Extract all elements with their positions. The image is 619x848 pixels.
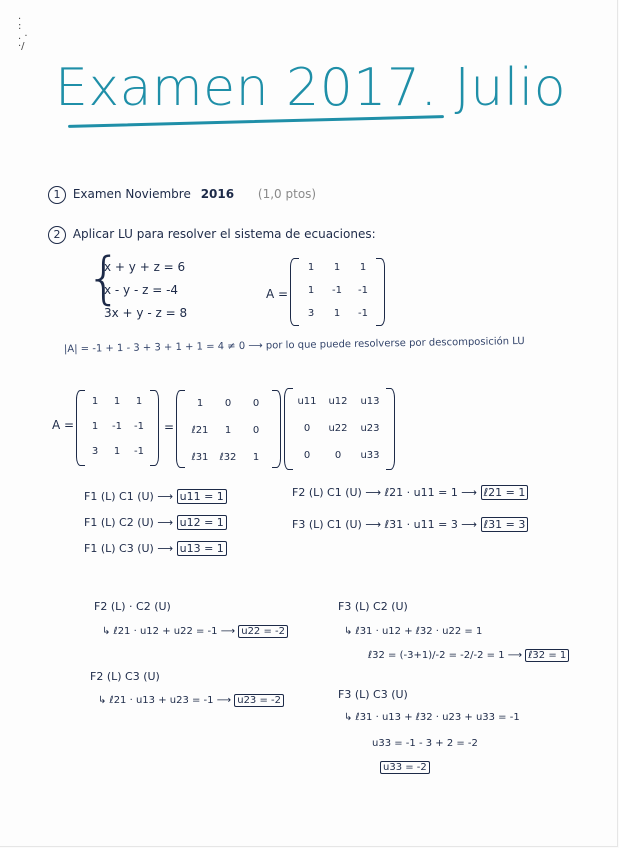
matrix-a-cell: 1 [307, 285, 315, 296]
matrix-a-right-bracket [376, 258, 385, 326]
block-c-line-1: ↳ ℓ31 · u12 + ℓ32 · u22 = 1 [344, 626, 483, 637]
matrix-a-cell: 1 [307, 262, 315, 273]
matrix-l-cell: 0 [252, 425, 260, 436]
block-b-line-text: ↳ ℓ21 · u13 + u23 = -1 ⟶ [98, 695, 232, 706]
matrix-a [298, 262, 376, 319]
step-right-2 [292, 518, 528, 531]
matrix-a2-right-bracket [150, 390, 159, 466]
matrix-a-cell: 3 [307, 308, 315, 319]
step-left-3-text: F1 (L) C3 (U) ⟶ [84, 542, 174, 555]
margin-marks: . : . · ·/ [18, 11, 28, 52]
block-c-result: ℓ32 = 1 [525, 649, 569, 662]
matrix-a-cell: -1 [332, 285, 342, 296]
equals-sign: = [164, 420, 175, 434]
matrix-a-cell: 1 [359, 262, 367, 273]
matrix-l-cell: ℓ21 [191, 425, 209, 436]
matrix-u-cell: u33 [360, 450, 380, 461]
item-2 [48, 226, 376, 244]
matrix-u-cell: u11 [297, 396, 317, 407]
system-eq-3: 3x + y - z = 8 [104, 306, 188, 320]
matrix-l-cell: 0 [252, 398, 260, 409]
matrix-u-cell: u22 [328, 423, 348, 434]
item-2-text: Aplicar LU para resolver el sistema de ecuaciones: [72, 227, 376, 241]
block-d-result-wrap [380, 762, 430, 773]
block-a-head: F2 (L) · C2 (U) [94, 600, 171, 613]
matrix-a-cell: 1 [333, 308, 341, 319]
matrix-a2-label: A = [52, 418, 75, 432]
step-right-1-result: ℓ21 = 1 [481, 485, 529, 500]
matrix-u-cell: u23 [360, 423, 380, 434]
block-d-result: u33 = -2 [380, 761, 430, 774]
matrix-u-cell: u12 [328, 396, 348, 407]
matrix-l-right-bracket [272, 390, 281, 468]
item-1-note: (1,0 ptos) [257, 187, 317, 201]
step-right-1-text: F2 (L) C1 (U) ⟶ ℓ21 · u11 = 1 ⟶ [292, 486, 478, 499]
step-left-1-result: u11 = 1 [177, 489, 227, 504]
step-left-2 [84, 516, 227, 529]
item-1-number: 1 [48, 186, 66, 204]
matrix-a2-cell: -1 [134, 446, 144, 457]
matrix-a-cell: -1 [358, 308, 368, 319]
step-left-1 [84, 490, 227, 503]
step-right-2-result: ℓ31 = 3 [481, 517, 529, 532]
matrix-a2-cell: 1 [135, 396, 143, 407]
matrix-u [292, 396, 386, 461]
item-1 [48, 186, 316, 204]
matrix-l [186, 398, 270, 463]
determinant-line: |A| = -1 + 1 - 3 + 3 + 1 + 1 = 4 ≠ 0 ⟶ por lo que puede resolverse por descomposición LU [63, 335, 525, 355]
matrix-l-cell: 1 [252, 452, 260, 463]
matrix-u-cell: 0 [334, 450, 342, 461]
item-1-text: Examen Noviembre [72, 187, 191, 201]
matrix-l-cell: ℓ31 [191, 452, 209, 463]
matrix-a-cell: 1 [333, 262, 341, 273]
matrix-l-cell: 0 [224, 398, 232, 409]
block-d-line-1: ↳ ℓ31 · u13 + ℓ32 · u23 + u33 = -1 [344, 712, 520, 723]
matrix-l-cell: 1 [224, 425, 232, 436]
matrix-a-label: A = [266, 287, 289, 301]
matrix-l-left-bracket [176, 390, 185, 468]
block-d-line-2: u33 = -1 - 3 + 2 = -2 [372, 738, 478, 749]
block-a-result: u22 = -2 [238, 625, 288, 638]
system-brace: { [86, 246, 122, 311]
item-1-year: 2016 [200, 187, 235, 201]
step-left-2-text: F1 (L) C2 (U) ⟶ [84, 516, 174, 529]
block-a-line [102, 626, 288, 637]
step-left-2-result: u12 = 1 [177, 515, 227, 530]
matrix-u-cell: 0 [303, 423, 311, 434]
block-b-result: u23 = -2 [234, 694, 284, 707]
block-b-line [98, 695, 284, 706]
item-2-number: 2 [48, 226, 66, 244]
matrix-l-cell: 1 [196, 398, 204, 409]
step-left-3 [84, 542, 227, 555]
step-right-1 [292, 486, 528, 499]
step-right-2-text: F3 (L) C1 (U) ⟶ ℓ31 · u11 = 3 ⟶ [292, 518, 478, 531]
block-d-head: F3 (L) C3 (U) [338, 688, 408, 701]
matrix-a2-cell: 1 [91, 396, 99, 407]
step-left-1-text: F1 (L) C1 (U) ⟶ [84, 490, 174, 503]
step-left-3-result: u13 = 1 [177, 541, 227, 556]
matrix-a2-cell: 1 [91, 421, 99, 432]
matrix-a2-cell: 3 [91, 446, 99, 457]
block-c-line-2-text: ℓ32 = (-3+1)/-2 = -2/-2 = 1 ⟶ [368, 650, 523, 661]
matrix-a2-cell: -1 [112, 421, 122, 432]
system-eq-1: x + y + z = 6 [104, 260, 186, 274]
matrix-a2-cell: -1 [134, 421, 144, 432]
matrix-u-cell: u13 [360, 396, 380, 407]
matrix-a-cell: -1 [358, 285, 368, 296]
matrix-l-cell: ℓ32 [219, 452, 237, 463]
matrix-u-right-bracket [386, 388, 395, 470]
block-b-head: F2 (L) C3 (U) [90, 670, 160, 683]
matrix-a2-cell: 1 [113, 396, 121, 407]
block-c-line-2 [368, 650, 569, 661]
page-title: Examen 2017. Julio [55, 58, 567, 118]
system-eq-2: x - y - z = -4 [104, 283, 179, 297]
block-c-head: F3 (L) C2 (U) [338, 600, 408, 613]
matrix-a2 [84, 396, 150, 457]
block-a-line-text: ↳ ℓ21 · u12 + u22 = -1 ⟶ [102, 626, 236, 637]
matrix-a2-cell: 1 [113, 446, 121, 457]
matrix-u-cell: 0 [303, 450, 311, 461]
